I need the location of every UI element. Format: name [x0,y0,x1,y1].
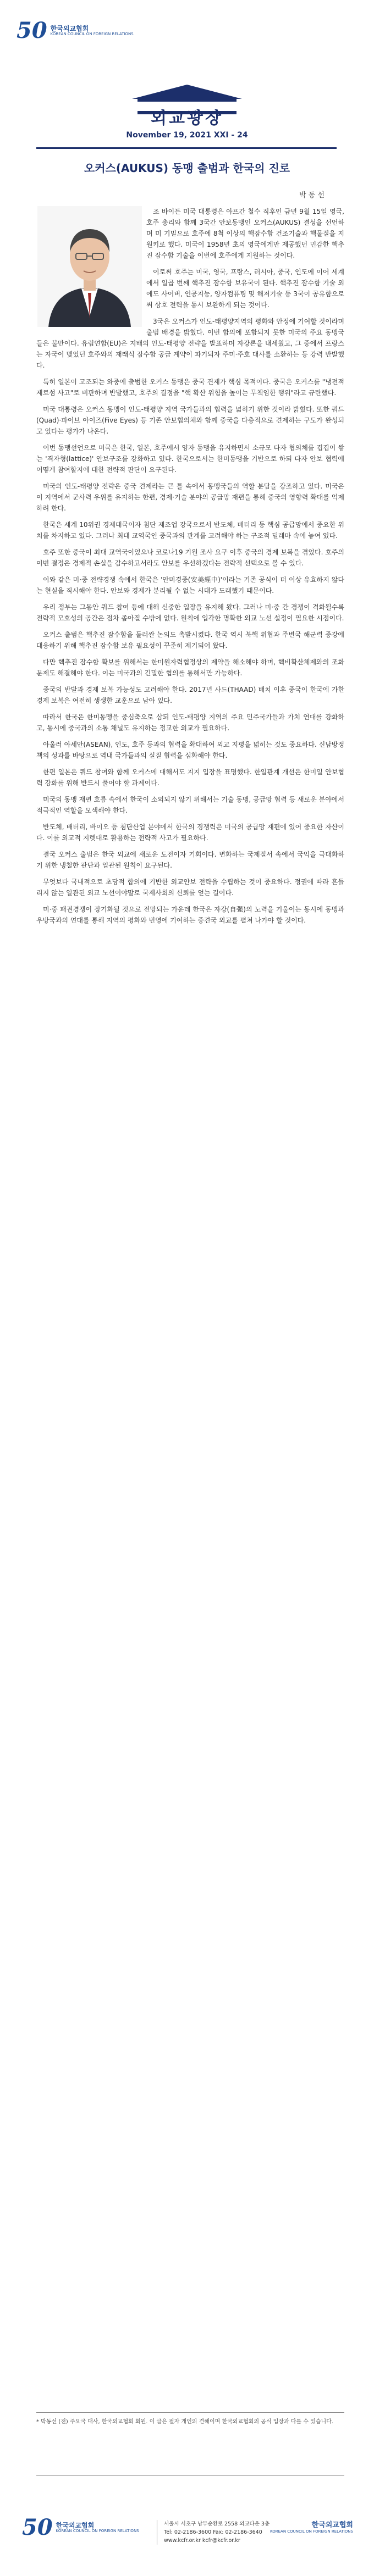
org-name-en: KOREAN COUNCIL ON FOREIGN RELATIONS [50,31,134,36]
footer-anniversary-mark: 50 [22,2514,53,2540]
article-paragraph: 호주 또한 중국이 최대 교역국이었으나 코로나19 기원 조사 요구 이후 중국의 경제 보복을 겪었다. 호주의 이번 결정은 경제적 손실을 감수하고서라도 안보를 우선하겠다는 전략적 선택으로 볼 수 있다. [36,548,344,567]
article-body [36,206,344,931]
article-paragraph: 한편 일본은 쿼드 참여와 함께 오커스에 대해서도 지지 입장을 표명했다. 한일관계 개선은 한미일 안보협력 강화를 위해 반드시 풀어야 할 과제이다. [36,768,344,787]
footer-contact-line: Tel: 02-2186-3600 Fax: 02-2186-3640 [164,2529,262,2535]
article-paragraph: 다만 핵추진 잠수함 확보를 위해서는 한미원자력협정상의 제약을 해소해야 하며, 핵비확산체제와의 조화 문제도 해결해야 한다. 이는 미국과의 긴밀한 협의를 통해서만 가능하다. [36,658,344,677]
article-paragraph: 아울러 아세안(ASEAN), 인도, 호주 등과의 협력을 확대하여 외교 지평을 넓히는 것도 중요하다. 신남방정책의 성과를 바탕으로 역내 국가들과의 실질 협력을 심화해야 한다. [36,741,344,759]
article-title: 오커스(AUKUS) 동맹 출범과 한국의 진로 [84,162,290,175]
footer-logo [22,2514,139,2540]
article-paragraph: 이로써 호주는 미국, 영국, 프랑스, 러시아, 중국, 인도에 이어 세계에서 일곱 번째 핵추진 잠수함 보유국이 된다. 핵추진 잠수함 기술 외에도 사이버, 인공지능, 양자컴퓨팅 및 해저기술 등 3국이 공유함으로써 상호 전력을 동시 보완하게 되는 것이다. [146,268,344,309]
footer-org-name-en: KOREAN COUNCIL ON FOREIGN RELATIONS [56,2528,139,2533]
article-paragraph: 중국의 반발과 경제 보복 가능성도 고려해야 한다. 2017년 사드(THAAD) 배치 이후 중국이 한국에 가한 경제 보복은 여전히 생생한 교훈으로 남아 있다. [36,686,344,704]
article-paragraph: 이번 동맹선언으로 미국은 한국, 일본, 호주에서 양자 동맹을 유지하면서 소규모 다자 협의체를 겹겹이 쌓는 '격자형(lattice)' 안보구조를 강화하고 있다. 한국으로서는 한미동맹을 기반으로 하되 다자 안보 협력에 어떻게 참여할지에 대한 전략적 판단이 요구된다. [36,444,344,474]
issue-line: November 19, 2021 XXI - 24 [126,131,248,140]
footer-web-line[interactable]: www.kcfr.or.kr kcfr@kcfr.or.kr [164,2538,240,2544]
footnote-divider [36,2412,344,2413]
footer-org-block [270,2519,353,2534]
org-name-ko: 한국외교협회 [50,24,89,32]
page-footer [16,2514,358,2561]
article-paragraph: 조 바이든 미국 대통령은 아프간 철수 직후인 금년 9월 15일 영국, 호주 총리와 함께 3국간 안보동맹인 오커스(AUKUS) 결성을 선언하며 미 기밀으로 호주에 8척 이상의 핵잠수함 건조기술과 핵물질을 지원키로 했다. 미국이 1958년 초의 영국에게만 제공했던 민감한 핵추진 잠수함 기술을 이번에 호주에게 지원하는 것이다. [146,208,344,259]
article-paragraph: 3국은 오커스가 인도-태평양지역의 평화와 안정에 기여할 것이라며 출범 배경을 밝혔다. 이번 합의에 포함되지 못한 미국의 주요 동맹국들은 불만이다. 유럽연합(EU)은 지배의 인도-태평양 전략을 발표하며 자강론을 내세웠고, 그 중에서 프랑스는 자국이 맺었던 호주와의 재래식 잠수함 공급 계약이 파기되자 주미·주호 대사를 소환하는 등 강력 반발했다. [36,318,344,369]
article-paragraph: 미국의 인도-태평양 전략은 중국 견제라는 큰 틀 속에서 동맹국들의 역할 분담을 강조하고 있다. 미국은 이 지역에서 군사력 우위를 유지하는 한편, 경제·기술 분야의 공급망 재편을 통해 중국의 영향력 확대를 억제하려 한다. [36,482,344,512]
footer-address [157,2520,270,2545]
anniversary-mark: 50 [16,18,47,43]
footer-org-name: 한국외교협회 [311,2521,353,2529]
footer-org-name-english: KOREAN COUNCIL ON FOREIGN RELATIONS [270,2529,353,2534]
article-paragraph: 이와 같은 미·중 전략경쟁 속에서 한국은 '안미경중(安美經中)'이라는 기존 공식이 더 이상 유효하지 않다는 현실을 직시해야 한다. 안보와 경제가 분리될 수 없는 시대가 도래했기 때문이다. [36,576,344,595]
newsletter-title: 외교광장 [151,109,223,128]
article-paragraph: 결국 오커스 출범은 한국 외교에 새로운 도전이자 기회이다. 변화하는 국제질서 속에서 국익을 극대화하기 위한 냉철한 판단과 일관된 원칙이 요구된다. [36,851,344,869]
article-paragraph: 미국의 동맹 재편 흐름 속에서 한국이 소외되지 않기 위해서는 기술 동맹, 공급망 협력 등 새로운 분야에서 적극적인 역할을 모색해야 한다. [36,796,344,814]
article-paragraph: 한국은 세계 10위권 경제대국이자 첨단 제조업 강국으로서 반도체, 배터리 등 핵심 공급망에서 중요한 위치를 차지하고 있다. 그러나 최대 교역국인 중국과의 관계를 고려해야 하는 구조적 딜레마 속에 놓여 있다. [36,521,344,540]
footer-divider [36,2475,344,2476]
article-author: 박 동 선 [299,191,324,199]
header-rule [36,147,337,149]
article-paragraph: 오커스 출범은 핵추진 잠수함을 둘러싼 논의도 촉발시켰다. 한국 역시 북핵 위협과 주변국 해군력 증강에 대응하기 위해 핵추진 잠수함 보유 필요성이 꾸준히 제기되어 왔다. [36,631,344,649]
article-paragraph: 미·중 패권경쟁이 장기화될 것으로 전망되는 가운데 한국은 자강(自强)의 노력을 기울이는 동시에 동맹과 우방국과의 연대를 통해 지역의 평화와 번영에 기여하는 중견국 외교를 펼쳐 나가야 할 것이다. [36,906,344,924]
footer-address-line: 서울시 서초구 남부순환로 2558 외교타운 3층 [164,2521,270,2527]
org-logo [16,20,134,42]
article-paragraph: 따라서 한국은 한미동맹을 중심축으로 삼되 인도-태평양 지역의 주요 민주국가들과 가치 연대를 강화하고, 동시에 중국과의 소통 채널도 유지하는 정교한 외교가 필요하다. [36,713,344,732]
article-paragraph: 우리 정부는 그동안 쿼드 참여 등에 대해 신중한 입장을 유지해 왔다. 그러나 미·중 간 경쟁이 격화될수록 전략적 모호성의 공간은 점차 좁아질 수밖에 없다. 원칙에 입각한 명확한 외교 노선 설정이 필요한 시점이다. [36,603,344,622]
footer-org-name-ko: 한국외교협회 [56,2521,95,2529]
footnote: * 박동선 (전) 주요국 대사, 한국외교협회 회원. 이 글은 필자 개인의 견해이며 한국외교협회의 공식 입장과 다를 수 있습니다. [36,2419,334,2425]
article-paragraph: 무엇보다 국내적으로 초당적 합의에 기반한 외교안보 전략을 수립하는 것이 중요하다. 정권에 따라 흔들리지 않는 일관된 외교 노선이야말로 국제사회의 신뢰를 얻는 길이다. [36,878,344,897]
article-paragraph: 반도체, 배터리, 바이오 등 첨단산업 분야에서 한국의 경쟁력은 미국의 공급망 재편에 있어 중요한 자산이다. 이를 외교적 지렛대로 활용하는 전략적 사고가 필요하다. [36,823,344,842]
article-paragraph: 특히 일본이 고조되는 와중에 출범한 오커스 동맹은 중국 견제가 핵심 목적이다. 중국은 오커스를 "냉전적 제로섬 사고"로 비판하며 반발했고, 호주의 결정을 "핵 확산 위험을 높이는 무책임한 행위"라고 규탄했다. [36,378,344,397]
article-paragraph: 미국 대통령은 오커스 동맹이 인도-태평양 지역 국가들과의 협력을 넓히기 위한 것이라 밝혔다. 또한 쿼드(Quad)·파이브 아이즈(Five Eyes) 등 기존 안보협의체와 함께 중국을 다층적으로 견제하는 구도가 완성되고 있다는 평가가 나온다. [36,406,344,435]
